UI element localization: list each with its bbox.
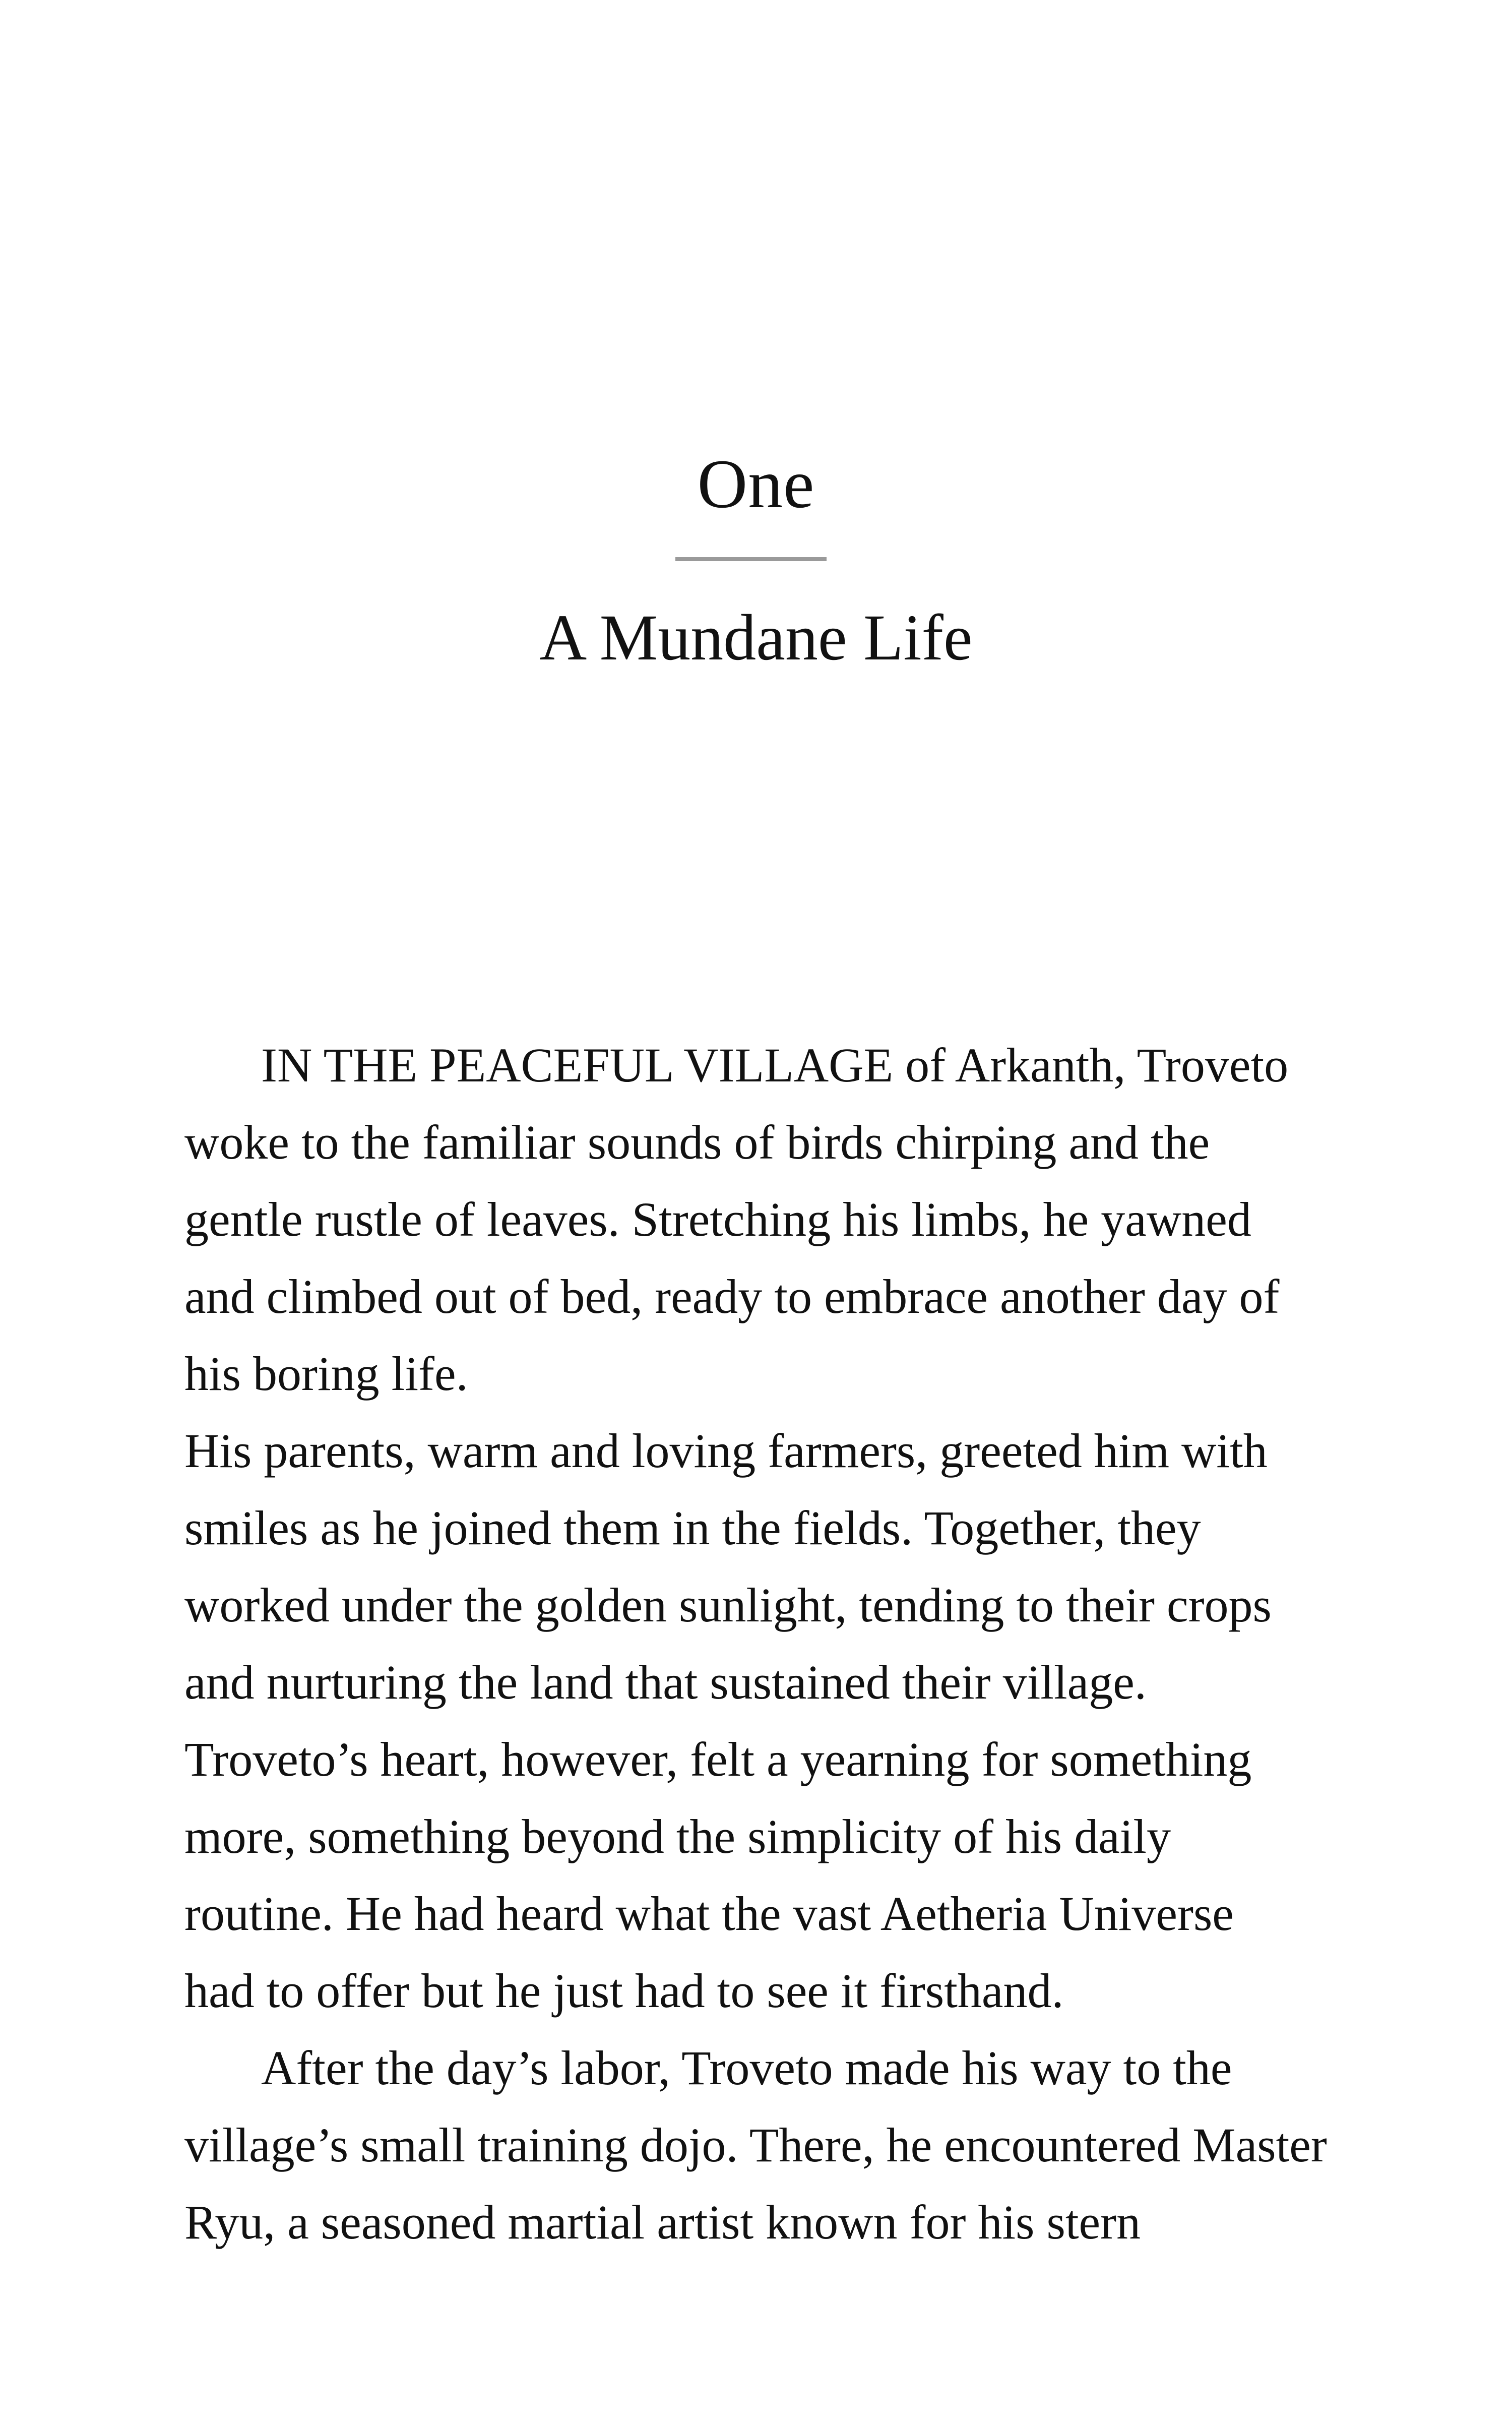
text-line: routine. He had heard what the vast Aetheria Universe [184,1887,1234,1941]
text-line: village’s small training dojo. There, he encountered Master [184,2118,1327,2172]
text-line: more, something beyond the simplicity of his daily [184,1809,1171,1863]
chapter-divider [675,557,827,561]
text-line: woke to the familiar sounds of birds chirping and the [184,1115,1210,1169]
text-line: Ryu, a seasoned martial artist known for his stern [184,2195,1141,2249]
chapter-body [184,1026,1344,2261]
text-line: and nurturing the land that sustained their village. [184,1655,1147,1709]
text-line: had to offer but he just had to see it firsthand. [184,1964,1064,2018]
text-line: and climbed out of bed, ready to embrace another day of [184,1269,1280,1323]
text-line: his boring life. [184,1347,468,1401]
chapter-title: A Mundane Life [539,601,973,674]
text-line: IN THE PEACEFUL VILLAGE of Arkanth, Troveto [261,1038,1289,1092]
text-line: worked under the golden sunlight, tending to their crops [184,1578,1272,1632]
text-line: smiles as he joined them in the fields. Together, they [184,1501,1201,1555]
text-line: Troveto’s heart, however, felt a yearning for something [184,1732,1252,1786]
text-line: After the day’s labor, Troveto made his way to the [261,2041,1232,2095]
chapter-number: One [697,445,815,522]
text-line: gentle rustle of leaves. Stretching his limbs, he yawned [184,1192,1251,1246]
text-line: His parents, warm and loving farmers, greeted him with [184,1424,1268,1478]
